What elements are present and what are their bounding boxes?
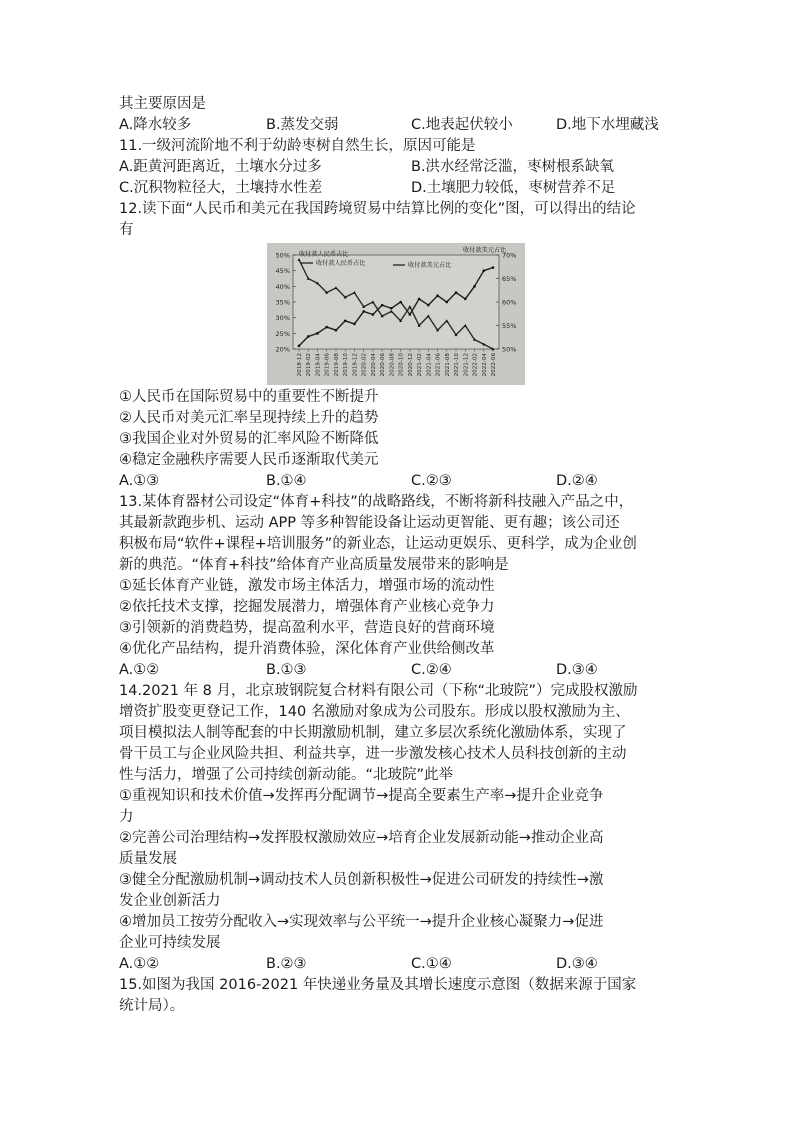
q12-statement-2: ②人民币对美元汇率呈现持续上升的趋势: [119, 410, 379, 426]
q14-stem-line2: 增资扩股变更登记工作，140 名激励对象成为公司股东。形成以股权激励为主、: [119, 704, 630, 720]
q14-stem-line4: 骨干员工与企业风险共担、利益共享，进一步激发核心技术人员科技创新的主动: [119, 746, 627, 762]
q14-option-c[interactable]: C.①④: [411, 956, 452, 972]
data-point-rmb: [362, 310, 365, 313]
currency-settlement-chart: [267, 243, 525, 385]
q12-option-d[interactable]: D.②④: [556, 473, 598, 489]
chart-svg: [267, 243, 525, 385]
q14-statement-2-line1: ②完善公司治理结构→发挥股权激励效应→培育企业发展新动能→推动企业高: [119, 830, 604, 846]
x-axis-tick-label: 2020-10: [398, 353, 405, 377]
q13-option-a[interactable]: A.①②: [119, 662, 160, 678]
q12-option-a[interactable]: A.①③: [119, 473, 160, 489]
q14-option-b[interactable]: B.②③: [266, 956, 307, 972]
q14-statement-3-line1: ③健全分配激励机制→调动技术人员创新积极性→促进公司研发的持续性→激: [119, 872, 604, 888]
legend-rmb-inner: 收付款人民币占比: [316, 260, 366, 267]
left-axis-tick-label: 20%: [275, 345, 290, 354]
x-axis-tick-label: 2020-04: [370, 353, 377, 377]
data-point-rmb: [381, 304, 384, 307]
q14-stem-line3: 项目模拟法人制等配套的中长期激励机制，建立多层次系统化激励体系，实现了: [119, 725, 627, 741]
x-axis-tick-label: 2021-02: [417, 353, 424, 377]
q14-statement-4-line2: 企业可持续发展: [119, 935, 221, 951]
data-point-rmb: [316, 332, 319, 335]
x-axis-tick-label: 2020-12: [407, 353, 414, 377]
data-point-rmb: [353, 323, 356, 326]
x-axis-tick-label: 2020-06: [380, 353, 387, 377]
q14-statement-2-line2: 质量发展: [119, 851, 177, 867]
q13-stem-line4: 新的典范。“体育+科技”给体育产业高质量发展带来的影响是: [119, 557, 509, 573]
x-axis-tick-label: 2021-12: [463, 353, 470, 377]
q12-statement-4: ④稳定金融秩序需要人民币逐渐取代美元: [119, 452, 379, 468]
q11-option-a[interactable]: A.距黄河距离近，土壤水分过多: [119, 159, 322, 175]
data-point-rmb: [482, 269, 485, 272]
left-axis-tick-label: 45%: [275, 267, 290, 276]
left-axis-tick-label: 40%: [275, 282, 290, 291]
data-point-rmb: [446, 301, 449, 304]
left-axis-tick-label: 35%: [275, 298, 290, 307]
exam-content: [119, 94, 699, 1017]
data-point-rmb: [418, 298, 421, 301]
q13-option-c[interactable]: C.②④: [411, 662, 452, 678]
q11-option-c[interactable]: C.沉积物粒径大，土壤持水性差: [119, 180, 323, 196]
q12-stem-line1: 12.读下面“人民币和美元在我国跨境贸易中结算比例的变化”图，可以得出的结论: [119, 201, 636, 217]
q11-stem: 11.一级河流阶地不利于幼龄枣树自然生长，原因可能是: [119, 138, 476, 154]
data-point-rmb: [464, 298, 467, 301]
data-point-rmb: [335, 329, 338, 332]
q11-option-d[interactable]: D.土壤肥力较低，枣树营养不足: [411, 180, 616, 196]
q14-statement-1-line1: ①重视知识和技术价值→发挥再分配调节→提高全要素生产率→提升企业竞争: [119, 788, 604, 804]
x-axis-tick-label: 2021-04: [426, 353, 433, 377]
q13-option-d[interactable]: D.③④: [556, 662, 598, 678]
q10-option-d[interactable]: D.地下水埋藏浅: [556, 117, 659, 133]
data-point-rmb: [344, 320, 347, 323]
x-axis-tick-label: 2019-04: [315, 353, 322, 377]
q12-statement-1: ①人民币在国际贸易中的重要性不断提升: [119, 389, 379, 405]
legend-usd: 收付款美元占比: [408, 262, 452, 269]
x-axis-tick-label: 2020-02: [361, 353, 368, 377]
q14-stem-line1: 14.2021 年 8 月，北京玻钢院复合材料有限公司（下称“北玻院”）完成股权激励: [119, 683, 638, 699]
q11-options-row2: [119, 178, 699, 199]
q13-stem-line2: 其最新款跑步机、运动 APP 等多种智能设备让运动更智能、更有趣；该公司还: [119, 515, 620, 531]
x-axis-tick-label: 2022-06: [491, 353, 497, 377]
data-point-rmb: [325, 326, 328, 329]
q11-options-row1: [119, 157, 699, 178]
q15-stem-line1: 15.如图为我国 2016-2021 年快递业务量及其增长速度示意图（数据来源于国家: [119, 977, 637, 993]
x-axis-tick-label: 2021-10: [454, 353, 461, 377]
q13-statement-1: ①延长体育产业链，激发市场主体活力，增强市场的流动性: [119, 578, 495, 594]
q14-option-d[interactable]: D.③④: [556, 956, 598, 972]
plot-area: [293, 255, 499, 349]
q13-stem-line1: 13.某体育器材公司设定“体育+科技”的战略路线，不断将新科技融入产品之中，: [119, 494, 634, 510]
q14-statement-4-line1: ④增加员工按劳分配收入→实现效率与公平统一→提升企业核心凝聚力→促进: [119, 914, 604, 930]
q12-statement-3: ③我国企业对外贸易的汇率风险不断降低: [119, 431, 379, 447]
q10-options: [119, 115, 699, 136]
q14-option-a[interactable]: A.①②: [119, 956, 160, 972]
q13-statement-2: ②依托技术支撑，挖掘发展潜力，增强体育产业核心竞争力: [119, 599, 495, 615]
left-axis-tick-label: 50%: [275, 251, 290, 260]
x-axis-tick-label: 2019-06: [324, 353, 331, 377]
legend-rmb: 收付款人民币占比: [299, 251, 349, 258]
q14-statement-1-line2: 力: [119, 809, 134, 825]
q10-option-b[interactable]: B.蒸发交弱: [266, 117, 339, 133]
q13-options: [119, 660, 699, 681]
x-axis-tick-label: 2022-02: [472, 353, 479, 377]
q13-option-b[interactable]: B.①③: [266, 662, 307, 678]
q11-option-b[interactable]: B.洪水经常泛滥，枣树根系缺氧: [411, 159, 615, 175]
q13-statement-3: ③引领新的消费趋势，提高盈利水平，营造良好的营商环境: [119, 620, 495, 636]
legend-usd-top: 收付款美元占比: [463, 247, 507, 254]
q14-stem-line5: 性与活力，增强了公司持续创新动能。“北玻院”此举: [119, 767, 454, 783]
x-axis-tick-label: 2022-04: [481, 353, 488, 377]
data-point-rmb: [455, 291, 458, 294]
x-axis-tick-label: 2021-08: [444, 353, 451, 377]
x-axis-tick-label: 2021-06: [435, 353, 442, 377]
data-point-rmb: [427, 304, 430, 307]
data-point-rmb: [307, 335, 310, 338]
q10-option-a[interactable]: A.降水较多: [119, 117, 192, 133]
q14-statement-3-line2: 发企业创新活力: [119, 893, 221, 909]
left-axis-tick-label: 25%: [275, 329, 290, 338]
x-axis-tick-label: 2019-08: [333, 353, 340, 377]
data-point-rmb: [372, 313, 375, 316]
q15-stem-line2: 统计局）。: [119, 998, 185, 1014]
right-axis-tick-label: 70%: [502, 251, 517, 260]
data-point-rmb: [409, 313, 412, 316]
data-point-rmb: [436, 294, 439, 297]
data-point-rmb: [298, 345, 301, 348]
x-axis-tick-label: 2020-08: [389, 353, 396, 377]
x-axis-tick-label: 2019-02: [306, 353, 313, 377]
right-axis-tick-label: 60%: [502, 298, 517, 307]
q10-option-c[interactable]: C.地表起伏较小: [411, 117, 513, 133]
q14-options: [119, 954, 699, 975]
q10-stem-tail: 其主要原因是: [119, 96, 206, 112]
x-axis-tick-label: 2019-10: [343, 353, 350, 377]
data-point-rmb: [473, 285, 476, 288]
q12-stem-line2: 有: [119, 222, 134, 238]
q12-option-c[interactable]: C.②③: [411, 473, 452, 489]
q12-option-b[interactable]: B.①④: [266, 473, 307, 489]
q12-options: [119, 471, 699, 492]
x-axis-tick-label: 2018-12: [297, 353, 303, 377]
data-point-rmb: [399, 301, 402, 304]
q13-stem-line3: 积极布局“软件+课程+培训服务”的新业态，让运动更娱乐、更科学，成为企业创: [119, 536, 637, 552]
data-point-rmb: [390, 307, 393, 310]
left-axis-tick-label: 30%: [275, 314, 290, 323]
right-axis-tick-label: 65%: [502, 275, 517, 283]
right-axis-tick-label: 55%: [502, 322, 517, 330]
data-point-rmb: [492, 266, 495, 269]
q13-statement-4: ④优化产品结构，提升消费体验，深化体育产业供给侧改革: [119, 641, 495, 657]
right-axis-tick-label: 50%: [502, 345, 517, 354]
x-axis-tick-label: 2019-12: [352, 353, 359, 377]
